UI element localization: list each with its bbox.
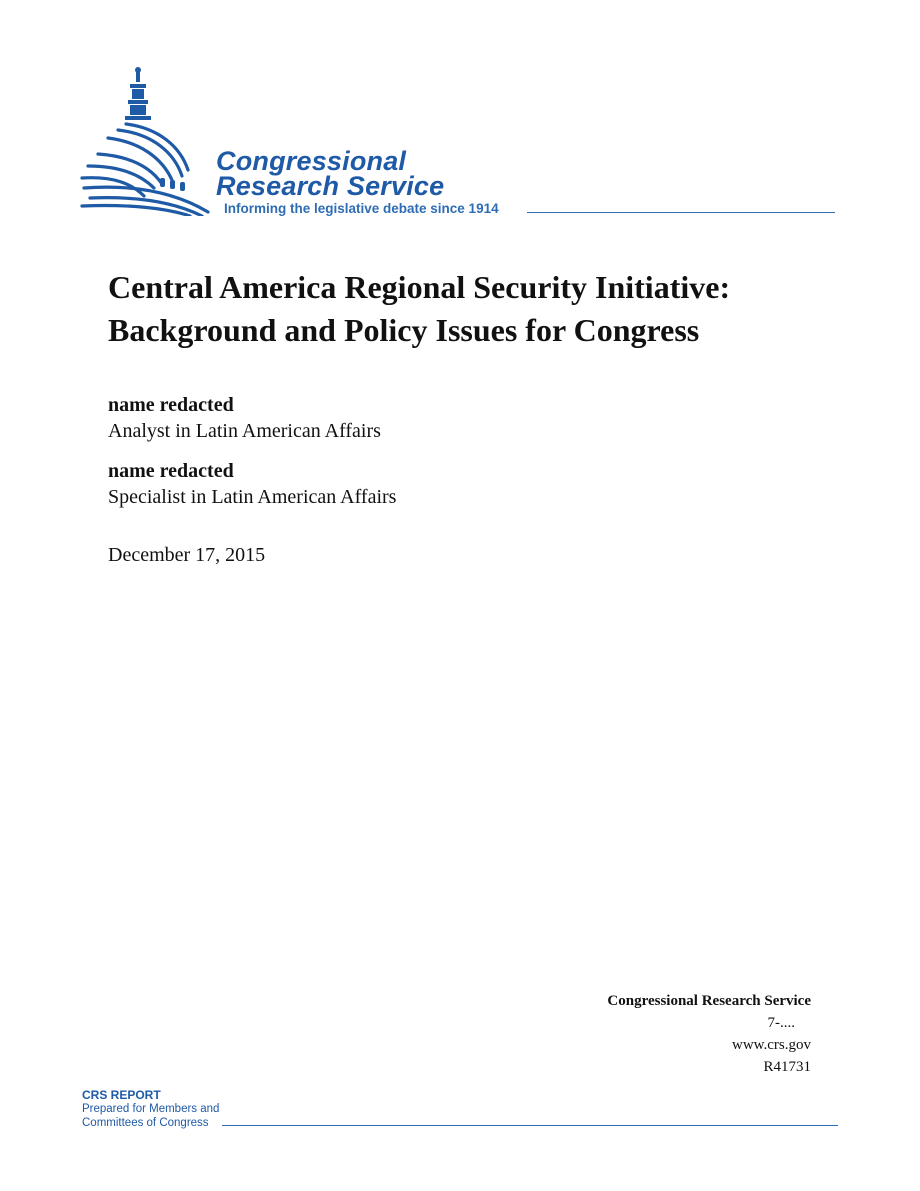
author-role: Specialist in Latin American Affairs xyxy=(108,486,397,508)
author-name: name redacted xyxy=(108,460,234,482)
logo-divider xyxy=(527,212,835,213)
logo-title-line1: Congressional xyxy=(216,146,407,176)
document-title xyxy=(108,266,848,352)
footer-line3: Committees of Congress xyxy=(82,1117,209,1129)
author-name: name redacted xyxy=(108,394,234,416)
publisher-code: 7-.... xyxy=(767,1015,795,1031)
author-role: Analyst in Latin American Affairs xyxy=(108,420,381,442)
publisher-org: Congressional Research Service xyxy=(607,993,811,1009)
publisher-info xyxy=(607,990,811,1078)
logo-title-line2: Research Service xyxy=(216,171,445,201)
capitol-dome-icon xyxy=(78,66,218,216)
author-list xyxy=(108,392,708,524)
publisher-website: www.crs.gov xyxy=(731,1037,811,1053)
author-entry xyxy=(108,392,708,444)
document-title-line1: Central America Regional Security Initiative: xyxy=(108,269,731,305)
logo-tagline: Informing the legislative debate since 1914 xyxy=(224,201,499,216)
report-number: R41731 xyxy=(763,1059,811,1075)
publication-date: December 17, 2015 xyxy=(108,544,266,566)
footer-divider xyxy=(222,1125,838,1126)
footer-label: CRS REPORT xyxy=(82,1088,161,1102)
crs-logo xyxy=(78,66,838,226)
author-entry xyxy=(108,458,708,510)
document-title-line2: Background and Policy Issues for Congress xyxy=(108,312,700,348)
crs-report-footer xyxy=(82,1088,838,1132)
footer-line2: Prepared for Members and xyxy=(82,1103,220,1115)
